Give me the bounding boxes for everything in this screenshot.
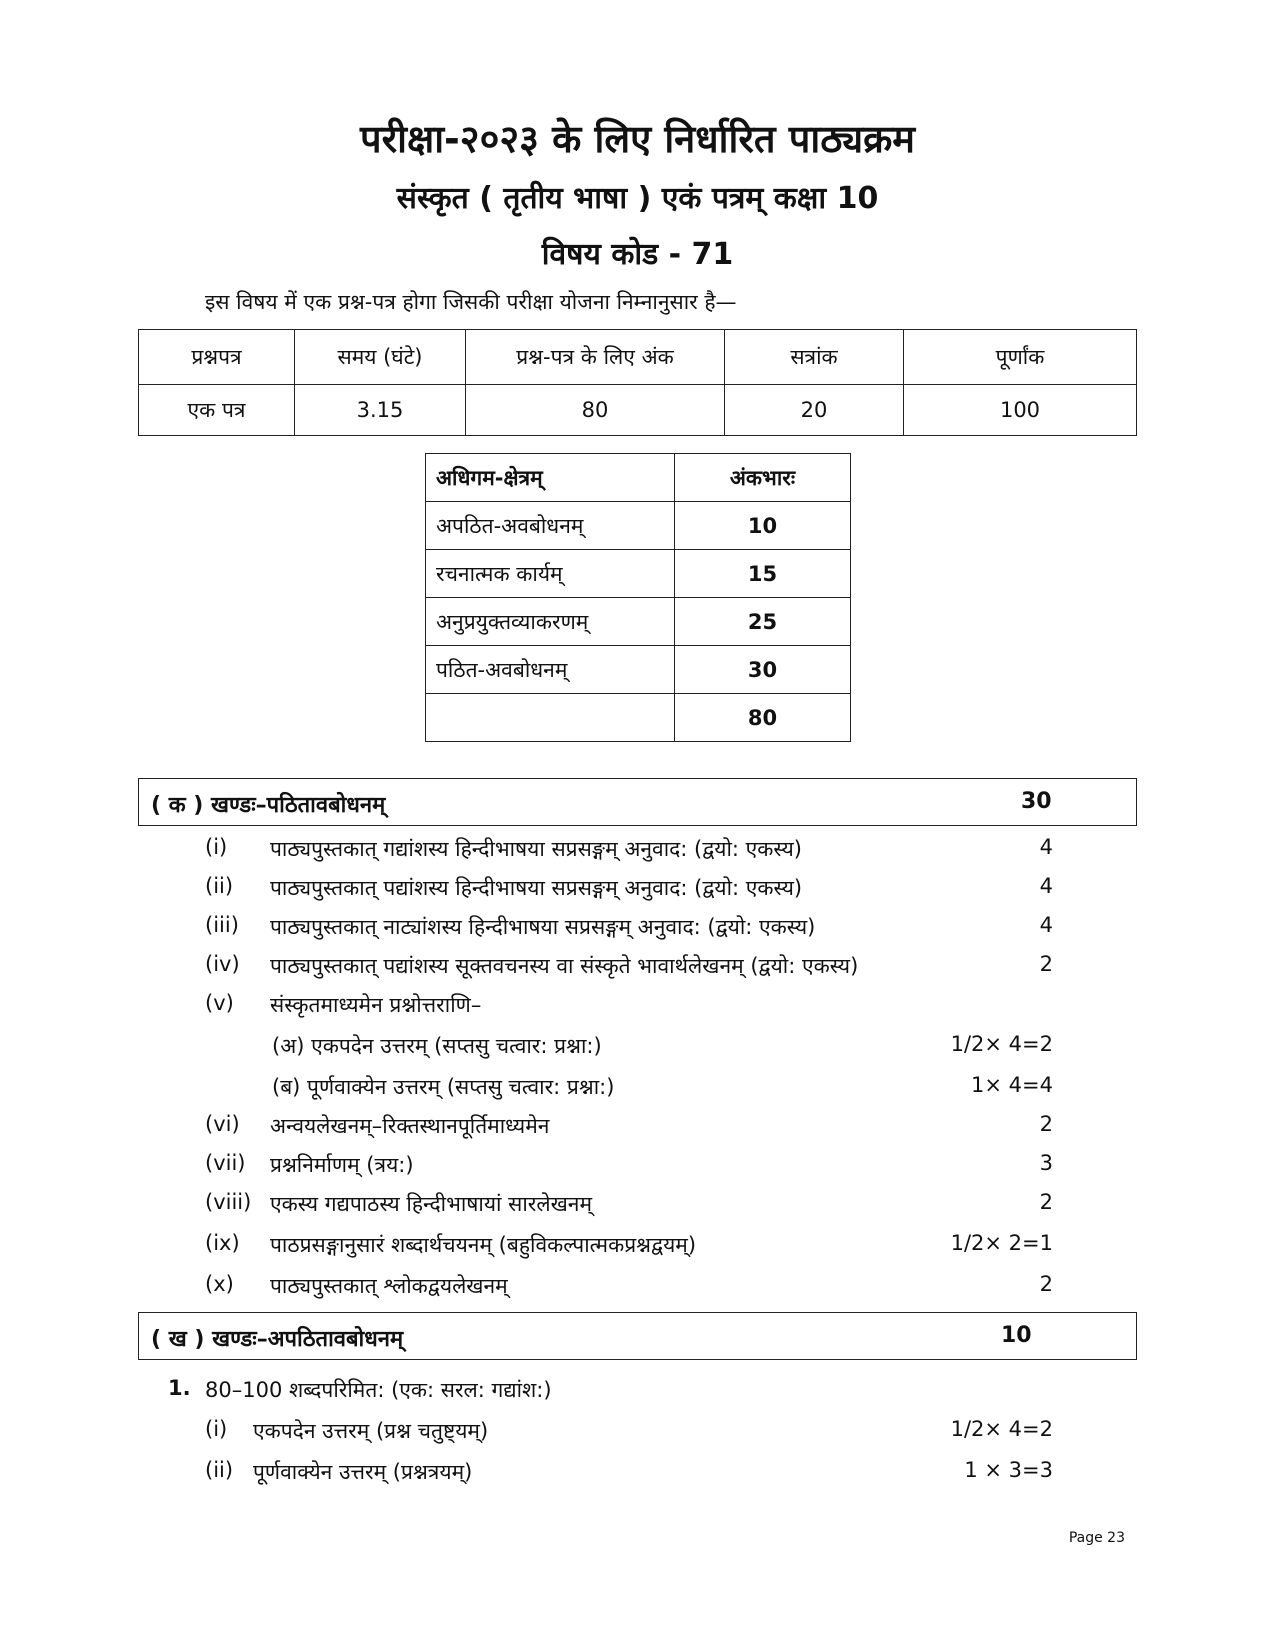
section-b-header	[138, 1312, 1137, 1360]
list-item	[0, 913, 1275, 947]
list-item	[0, 835, 1275, 869]
item-text: पाठ्यपुस्तकात् पद्यांशस्य सूक्तवचनस्य वा संस्कृते भावार्थलेखनम् (द्वयो: एकस्य)	[270, 954, 859, 978]
item-text: पाठ्यपुस्तकात् श्लोकद्वयलेखनम्	[270, 1274, 508, 1298]
item-number: (v)	[205, 991, 234, 1015]
table-cell: 15	[675, 550, 851, 598]
item-number: (x)	[205, 1272, 234, 1296]
list-item	[0, 1032, 1275, 1066]
item-number: (i)	[205, 835, 228, 859]
list-item	[0, 1417, 1275, 1451]
marks-distribution-table	[425, 453, 851, 742]
table-cell: 10	[675, 502, 851, 550]
item-marks: 1/2× 4=2	[950, 1417, 1053, 1441]
table-cell	[426, 694, 675, 742]
item-text: प्रश्ननिर्माणम् (त्रय:)	[270, 1153, 414, 1177]
table-cell: अनुप्रयुक्तव्याकरणम्	[426, 598, 675, 646]
table-header-row	[139, 330, 1137, 385]
question-text: 80–100 शब्दपरिमित: (एक: सरल: गद्यांश:)	[205, 1378, 552, 1402]
page-number: Page 23	[1068, 1530, 1125, 1546]
table-row	[139, 385, 1137, 436]
item-number: (vii)	[205, 1151, 246, 1175]
table-row	[426, 502, 851, 550]
section-a-header	[138, 778, 1137, 826]
item-number: (iv)	[205, 952, 240, 976]
item-text: एकस्य गद्यपाठस्य हिन्दीभाषायां सारलेखनम्	[270, 1192, 593, 1216]
item-number: (ix)	[205, 1231, 240, 1255]
table-header-cell: अधिगम-क्षेत्रम्	[426, 454, 675, 502]
table-cell: एक पत्र	[139, 385, 295, 436]
table-cell: रचनात्मक कार्यम्	[426, 550, 675, 598]
item-text: (अ) एकपदेन उत्तरम् (सप्तसु चत्वार: प्रश्ना:)	[272, 1034, 602, 1058]
item-text: पाठ्यपुस्तकात् पद्यांशस्य हिन्दीभाषया सप्रसङ्गम् अनुवाद: (द्वयो: एकस्य)	[270, 876, 803, 900]
table-row	[426, 646, 851, 694]
table-cell: 80	[675, 694, 851, 742]
exam-scheme-table	[138, 329, 1137, 436]
table-header-cell: प्रश्नपत्र	[139, 330, 295, 385]
table-header-row	[426, 454, 851, 502]
item-marks: 4	[1039, 913, 1053, 937]
table-cell: पठित-अवबोधनम्	[426, 646, 675, 694]
table-row	[426, 550, 851, 598]
section-b-label: ( ख ) खण्डः–अपठितावबोधनम्	[151, 1327, 404, 1352]
item-number: (iii)	[205, 913, 239, 937]
section-b-marks: 10	[1001, 1323, 1032, 1348]
item-number: (i)	[205, 1417, 228, 1441]
item-marks: 1/2× 4=2	[950, 1032, 1053, 1056]
item-text: पाठ्यपुस्तकात् नाट्यांशस्य हिन्दीभाषया सप्रसङ्गम् अनुवाद: (द्वयो: एकस्य)	[270, 915, 816, 939]
item-marks: 2	[1039, 1112, 1053, 1136]
table-cell: 100	[904, 385, 1137, 436]
subject-code: विषय कोड - 71	[541, 237, 734, 272]
table-header-cell: प्रश्न-पत्र के लिए अंक	[466, 330, 725, 385]
item-marks: 2	[1039, 1272, 1053, 1296]
table-row	[426, 694, 851, 742]
item-text: पाठप्रसङ्गानुसारं शब्दार्थचयनम् (बहुविकल्पात्मकप्रश्नद्वयम्)	[270, 1233, 697, 1257]
section-a-marks: 30	[1021, 789, 1052, 814]
page-subtitle: संस्कृत ( तृतीय भाषा ) एकं पत्रम् कक्षा 10	[396, 181, 879, 216]
list-item	[0, 874, 1275, 908]
section-a-label: ( क ) खण्डः–पठितावबोधनम्	[151, 793, 386, 818]
table-cell: 30	[675, 646, 851, 694]
item-marks: 4	[1039, 835, 1053, 859]
table-cell: 3.15	[295, 385, 466, 436]
table-header-cell: समय (घंटे)	[295, 330, 466, 385]
question-number: 1.	[168, 1376, 191, 1400]
list-item	[0, 1231, 1275, 1265]
table-row	[426, 598, 851, 646]
list-item	[0, 1458, 1275, 1492]
list-item	[0, 1190, 1275, 1224]
item-text: पूर्णवाक्येन उत्तरम् (प्रश्नत्रयम्)	[253, 1460, 473, 1484]
list-item	[0, 952, 1275, 986]
item-number: (viii)	[205, 1190, 252, 1214]
item-text: एकपदेन उत्तरम् (प्रश्न चतुष्ट्यम्)	[253, 1419, 489, 1443]
item-number: (ii)	[205, 874, 234, 898]
page-title: परीक्षा-२०२३ के लिए निर्धारित पाठ्यक्रम	[359, 117, 915, 161]
intro-text: इस विषय में एक प्रश्न-पत्र होगा जिसकी परीक्षा योजना निम्नानुसार है—	[205, 290, 737, 314]
item-marks: 2	[1039, 1190, 1053, 1214]
item-marks: 1/2× 2=1	[950, 1231, 1053, 1255]
item-marks: 1 × 3=3	[964, 1458, 1053, 1482]
item-text: अन्वयलेखनम्–रिक्तस्थानपूर्तिमाध्यमेन	[270, 1114, 550, 1138]
list-item	[0, 1272, 1275, 1306]
item-marks: 1× 4=4	[971, 1073, 1053, 1097]
list-item	[0, 1376, 1275, 1410]
list-item	[0, 1151, 1275, 1185]
item-marks: 2	[1039, 952, 1053, 976]
item-number: (vi)	[205, 1112, 240, 1136]
item-text: संस्कृतमाध्यमेन प्रश्नोत्तराणि–	[270, 993, 482, 1017]
list-item	[0, 1073, 1275, 1107]
table-header-cell: अंकभारः	[675, 454, 851, 502]
table-cell: 20	[725, 385, 904, 436]
table-header-cell: सत्रांक	[725, 330, 904, 385]
table-cell: 25	[675, 598, 851, 646]
list-item	[0, 991, 1275, 1025]
table-cell: अपठित-अवबोधनम्	[426, 502, 675, 550]
item-text: (ब) पूर्णवाक्येन उत्तरम् (सप्तसु चत्वार: प्रश्ना:)	[272, 1075, 615, 1099]
item-text: पाठ्यपुस्तकात् गद्यांशस्य हिन्दीभाषया सप्रसङ्गम् अनुवाद: (द्वयो: एकस्य)	[270, 837, 802, 861]
item-number: (ii)	[205, 1458, 234, 1482]
table-header-cell: पूर्णांक	[904, 330, 1137, 385]
item-marks: 3	[1039, 1151, 1053, 1175]
list-item	[0, 1112, 1275, 1146]
item-marks: 4	[1039, 874, 1053, 898]
table-cell: 80	[466, 385, 725, 436]
